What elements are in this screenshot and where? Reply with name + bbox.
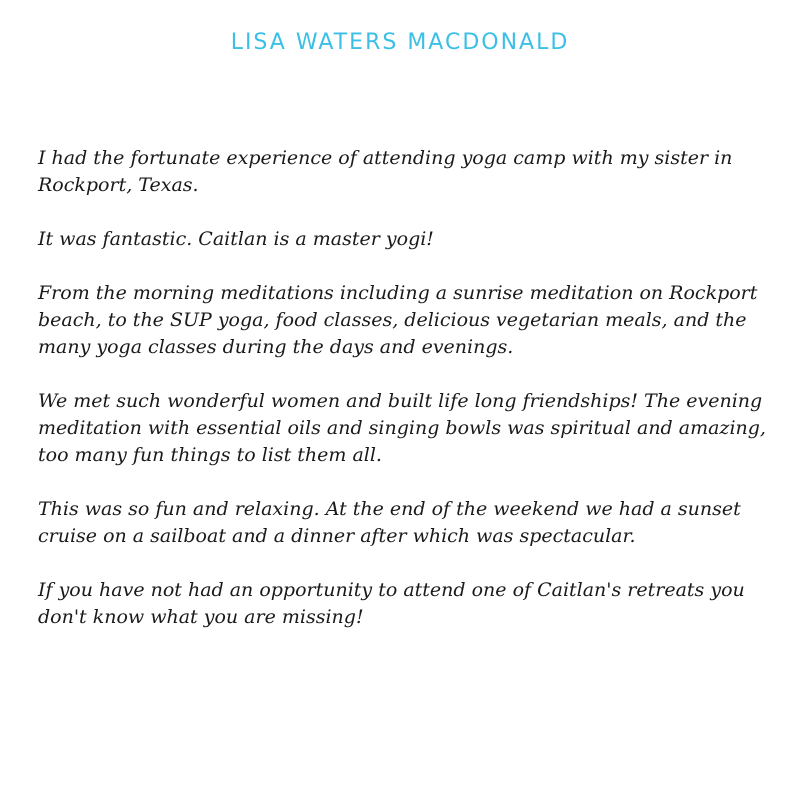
testimonial-paragraph: From the morning meditations including a sunrise meditation on Rockport beach, to the SUP yoga, food classes, delicious vegetarian meals, and the many yoga classes during the days and evenings. [38,282,758,358]
testimonial-paragraph: This was so fun and relaxing. At the end of the weekend we had a sunset cruise on a sailboat and a dinner after which was spectacular. [38,498,741,547]
testimonial-paragraph: It was fantastic. Caitlan is a master yogi! [38,228,434,250]
testimonial-paragraph: If you have not had an opportunity to attend one of Caitlan's retreats you don't know what you are missing! [38,579,745,628]
testimonial-paragraph: We met such wonderful women and built life long friendships! The evening meditation with essential oils and singing bowls was spiritual and amazing, too many fun things to list them all. [38,390,766,466]
author-name: LISA WATERS MACDONALD [230,30,570,55]
testimonial-paragraph: I had the fortunate experience of attending yoga camp with my sister in Rockport, Texas. [38,147,733,196]
testimonial-body [38,145,768,658]
